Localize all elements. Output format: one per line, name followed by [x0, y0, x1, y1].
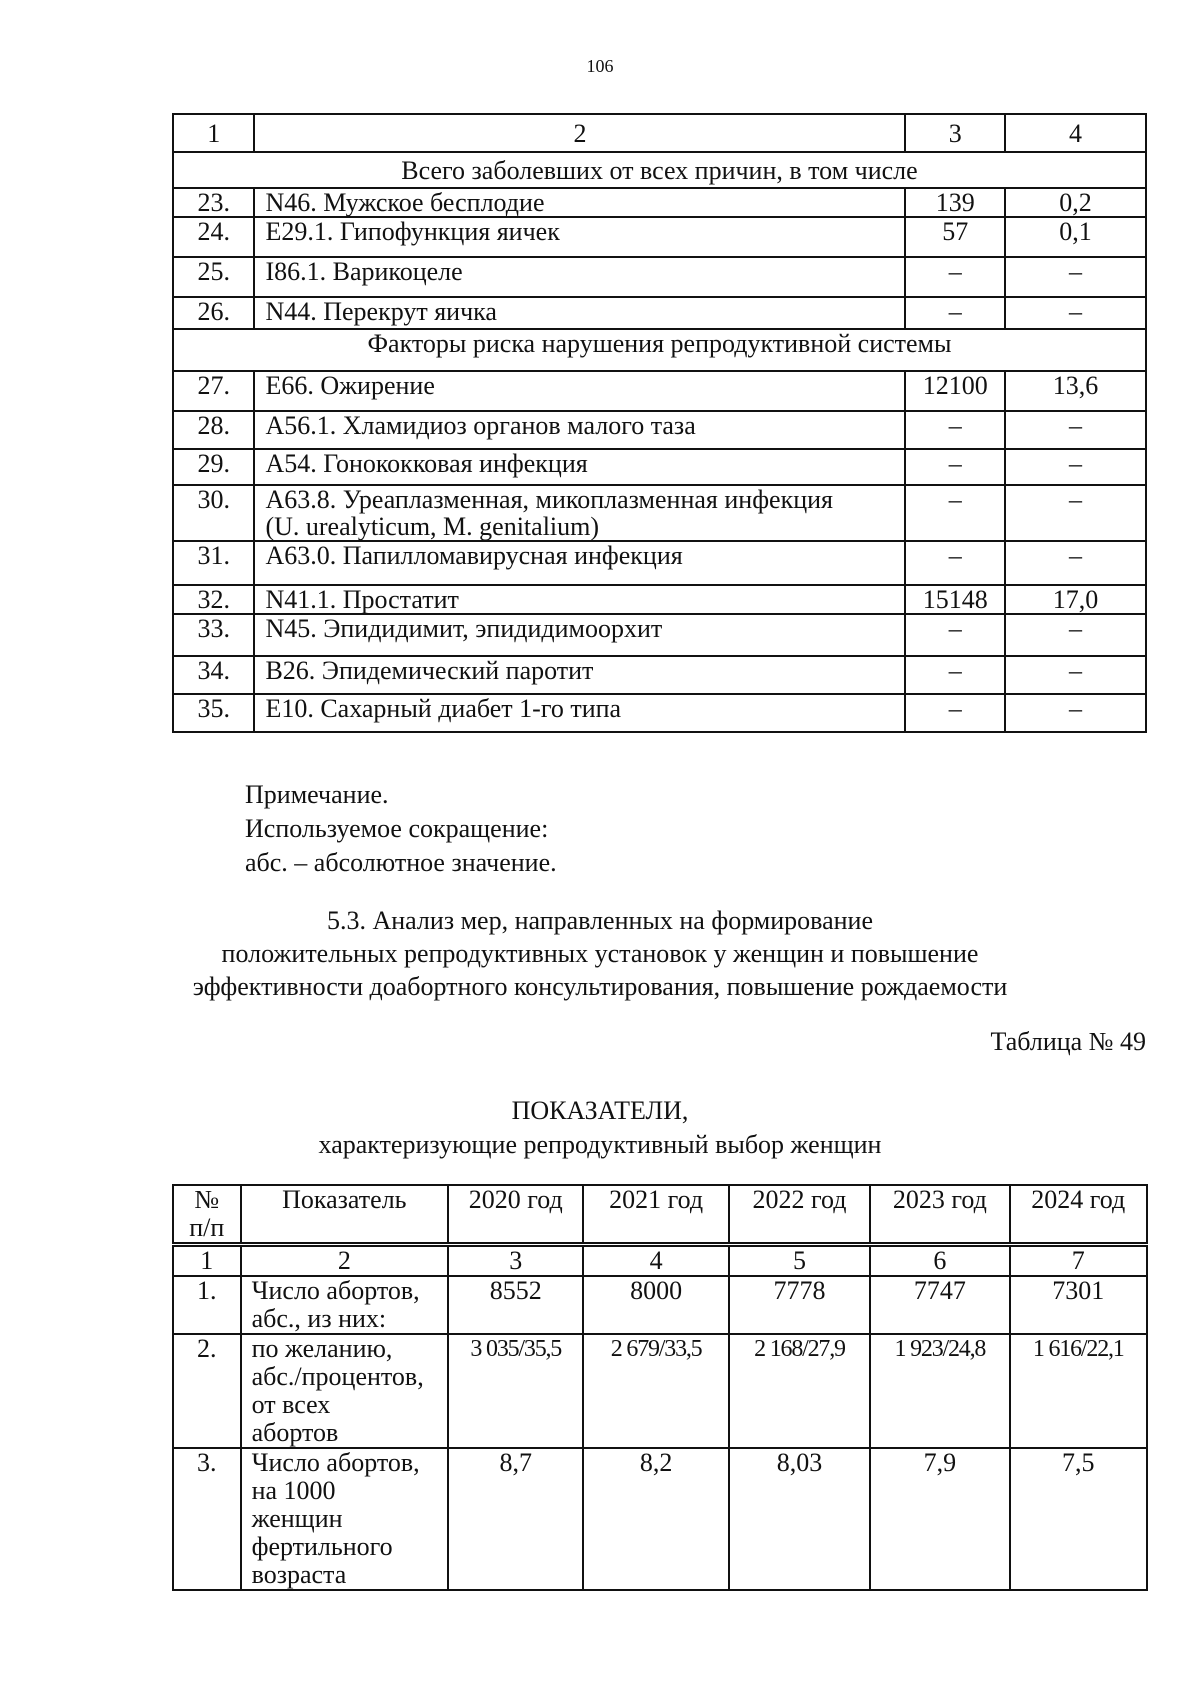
row-pct: –: [1005, 411, 1146, 449]
row-abs: 15148: [905, 585, 1005, 614]
row-value: 7747: [870, 1276, 1009, 1334]
header-year: 2020 год: [448, 1185, 583, 1245]
row-name: [241, 1448, 448, 1590]
table-row: [173, 656, 1146, 694]
row-number: 1.: [173, 1276, 241, 1334]
row-name-line: абс./процентов,: [251, 1362, 424, 1391]
table-row: [173, 449, 1146, 485]
row-number: 33.: [173, 614, 254, 656]
section-row: [173, 329, 1146, 371]
row-pct: 13,6: [1005, 371, 1146, 411]
row-name: E29.1. Гипофункция яичек: [254, 217, 905, 257]
table-row: [173, 297, 1146, 329]
row-number: 3.: [173, 1448, 241, 1590]
col-number-1: 1: [173, 114, 254, 152]
row-number: 23.: [173, 188, 254, 217]
row-value: 1 923/24,8: [870, 1334, 1009, 1448]
row-abs: –: [905, 449, 1005, 485]
row-name: A56.1. Хламидиоз органов малого таза: [254, 411, 905, 449]
header-number-line: №: [194, 1185, 220, 1214]
header-number: [173, 1185, 241, 1245]
row-name: E10. Сахарный диабет 1-го типа: [254, 694, 905, 732]
row-abs: –: [905, 411, 1005, 449]
row-pct: –: [1005, 449, 1146, 485]
row-name: N44. Перекрут яичка: [254, 297, 905, 329]
table-row: [173, 411, 1146, 449]
row-abs: –: [905, 297, 1005, 329]
row-number: 2.: [173, 1334, 241, 1448]
table-row: [173, 1276, 1147, 1334]
row-pct: –: [1005, 485, 1146, 541]
col-number-2: 2: [254, 114, 905, 152]
header-number-line: п/п: [189, 1213, 225, 1242]
row-name-line: от всех: [251, 1390, 331, 1419]
header-year: 2024 год: [1010, 1185, 1147, 1245]
row-value: 7,9: [870, 1448, 1009, 1590]
row-pct: –: [1005, 257, 1146, 297]
row-value: 8,03: [729, 1448, 870, 1590]
col-number-3: 3: [905, 114, 1005, 152]
row-name-line: женщин: [251, 1504, 343, 1533]
row-pct: –: [1005, 541, 1146, 585]
row-name: [254, 485, 905, 541]
row-name: N41.1. Простатит: [254, 585, 905, 614]
row-number: 25.: [173, 257, 254, 297]
note-title: Примечание.: [245, 780, 389, 809]
table-header-row: [173, 114, 1146, 152]
row-name: [241, 1276, 448, 1334]
row-name-line: по желанию,: [251, 1334, 393, 1363]
row-value: 2 679/33,5: [583, 1334, 728, 1448]
section-heading: Всего заболевших от всех причин, в том числе: [173, 152, 1146, 188]
row-name: A54. Гонококковая инфекция: [254, 449, 905, 485]
row-abs: –: [905, 694, 1005, 732]
row-value: 2 168/27,9: [729, 1334, 870, 1448]
col-number: 7: [1010, 1245, 1147, 1277]
section-row: [173, 152, 1146, 188]
row-number: 31.: [173, 541, 254, 585]
row-pct: –: [1005, 656, 1146, 694]
row-abs: –: [905, 656, 1005, 694]
row-number: 26.: [173, 297, 254, 329]
table-header-row: [173, 1185, 1147, 1245]
row-name-line: абс., из них:: [251, 1304, 387, 1333]
row-name-line: фертильного: [251, 1532, 393, 1561]
row-name-line: Число абортов,: [251, 1448, 420, 1477]
col-number-4: 4: [1005, 114, 1146, 152]
table-row: [173, 188, 1146, 217]
row-value: 8000: [583, 1276, 728, 1334]
row-value: 8552: [448, 1276, 583, 1334]
row-abs: 139: [905, 188, 1005, 217]
row-name-line: на 1000: [251, 1476, 336, 1505]
table-row: [173, 694, 1146, 732]
row-number: 29.: [173, 449, 254, 485]
row-abs: –: [905, 257, 1005, 297]
row-number: 32.: [173, 585, 254, 614]
header-year: 2023 год: [870, 1185, 1009, 1245]
table-row: [173, 371, 1146, 411]
header-indicator: Показатель: [241, 1185, 448, 1245]
row-number: 35.: [173, 694, 254, 732]
row-number: 30.: [173, 485, 254, 541]
section-heading-line: положительных репродуктивных установок у женщин и повышение: [221, 939, 979, 968]
row-value: 1 616/22,1: [1010, 1334, 1147, 1448]
row-name: A63.0. Папилломавирусная инфекция: [254, 541, 905, 585]
table-subtitle-line: характеризующие репродуктивный выбор женщин: [318, 1130, 882, 1159]
col-number: 2: [241, 1245, 448, 1277]
row-abs: –: [905, 541, 1005, 585]
table-number-label: Таблица № 49: [990, 1027, 1146, 1056]
row-name-line: A63.8. Уреаплазменная, микоплазменная инфекция: [265, 485, 834, 514]
row-abs: –: [905, 614, 1005, 656]
table-row: [173, 1334, 1147, 1448]
row-name: E66. Ожирение: [254, 371, 905, 411]
row-pct: –: [1005, 614, 1146, 656]
table-title-line: ПОКАЗАТЕЛИ,: [511, 1096, 689, 1125]
row-value: 8,7: [448, 1448, 583, 1590]
table-row: [173, 585, 1146, 614]
row-abs: 57: [905, 217, 1005, 257]
row-number: 28.: [173, 411, 254, 449]
row-name-line: возраста: [251, 1560, 347, 1589]
col-number: 1: [173, 1245, 241, 1277]
row-value: 7778: [729, 1276, 870, 1334]
row-value: 7301: [1010, 1276, 1147, 1334]
table-row: [173, 257, 1146, 297]
header-year: 2021 год: [583, 1185, 728, 1245]
table-row: [173, 614, 1146, 656]
row-abs: –: [905, 485, 1005, 541]
row-name-line: (U. urealyticum, M. genitalium): [265, 512, 600, 541]
section-heading: Факторы риска нарушения репродуктивной системы: [173, 329, 1146, 371]
section-heading-line: 5.3. Анализ мер, направленных на формирование: [326, 906, 874, 935]
col-number: 6: [870, 1245, 1009, 1277]
table-row: [173, 217, 1146, 257]
col-number: 3: [448, 1245, 583, 1277]
row-pct: 0,1: [1005, 217, 1146, 257]
row-pct: –: [1005, 297, 1146, 329]
row-pct: 0,2: [1005, 188, 1146, 217]
table-row: [173, 1448, 1147, 1590]
row-name-line: абортов: [251, 1418, 339, 1447]
row-name: N45. Эпидидимит, эпидидимоорхит: [254, 614, 905, 656]
row-number: 27.: [173, 371, 254, 411]
table-row: [173, 541, 1146, 585]
section-heading-line: эффективности доабортного консультирования, повышение рождаемости: [192, 972, 1008, 1001]
page-number: 106: [586, 56, 614, 76]
note-block: [245, 778, 557, 880]
row-value: 8,2: [583, 1448, 728, 1590]
row-name: N46. Мужское бесплодие: [254, 188, 905, 217]
col-number: 5: [729, 1245, 870, 1277]
row-number: 24.: [173, 217, 254, 257]
table-title: [100, 1094, 1100, 1162]
row-name: [241, 1334, 448, 1448]
row-value: 3 035/35,5: [448, 1334, 583, 1448]
section-heading-5-3: [100, 904, 1100, 1003]
table-row: [173, 485, 1146, 541]
note-abbreviation-label: Используемое сокращение:: [245, 814, 549, 843]
diseases-table: [172, 113, 1147, 733]
header-year: 2022 год: [729, 1185, 870, 1245]
row-value: 7,5: [1010, 1448, 1147, 1590]
row-abs: 12100: [905, 371, 1005, 411]
row-number: 34.: [173, 656, 254, 694]
row-name: B26. Эпидемический паротит: [254, 656, 905, 694]
reproductive-choice-table: [172, 1184, 1148, 1591]
col-number: 4: [583, 1245, 728, 1277]
column-number-row: [173, 1245, 1147, 1277]
row-name: I86.1. Варикоцеле: [254, 257, 905, 297]
note-abbreviation: абс. – абсолютное значение.: [245, 848, 557, 877]
row-pct: 17,0: [1005, 585, 1146, 614]
row-name-line: Число абортов,: [251, 1276, 420, 1305]
row-pct: –: [1005, 694, 1146, 732]
